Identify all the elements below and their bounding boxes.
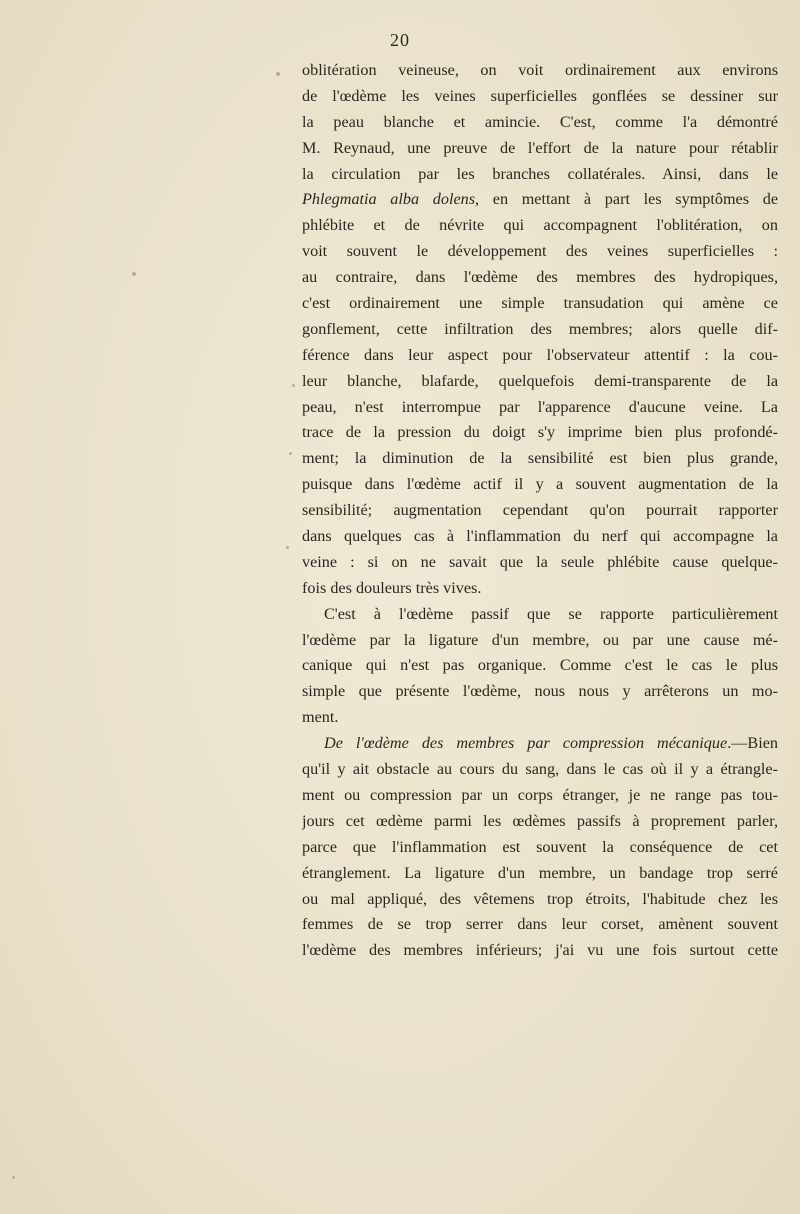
paper-speck [12, 1176, 15, 1179]
text-line: ou mal appliqué, des vêtemens trop étroits, l'habitude chez les [302, 889, 778, 908]
text-line: la circulation par les branches collatérales. Ainsi, dans le [302, 164, 778, 183]
text-line: veine : si on ne savait que la seule phlébite cause quelque- [302, 552, 778, 571]
text-line: puisque dans l'œdème actif il y a souvent augmentation de la [302, 475, 778, 494]
text-line: l'œdème des membres inférieurs; j'ai vu une fois surtout cette [302, 941, 778, 960]
text-line: parce que l'inflammation est souvent la conséquence de cet [302, 837, 778, 856]
text-line: c'est ordinairement une simple transudation qui amène ce [302, 294, 778, 313]
text-run: , en mettant à part les symptômes de [475, 190, 778, 209]
text-line: trace de la pression du doigt s'y imprime bien plus profondé- [302, 423, 778, 442]
text-line: la peau blanche et amincie. C'est, comme l'a démontré [302, 112, 778, 131]
paper-speck [276, 72, 280, 76]
text-line: fois des douleurs très vives. [302, 578, 482, 597]
text-line: peau, n'est interrompue par l'apparence d'aucune veine. La [302, 397, 778, 416]
text-line: étranglement. La ligature d'un membre, un bandage trop serré [302, 863, 778, 882]
text-line: voit souvent le développement des veines superficielles : [302, 242, 778, 261]
italic-run: De l'œdème des membres par compression mécanique [324, 734, 728, 753]
text-line: simple que présente l'œdème, nous nous y arrêterons un mo- [302, 682, 778, 701]
paper-speck [292, 384, 295, 387]
page-number: 20 [390, 30, 410, 50]
text-line [302, 187, 778, 213]
text-line: sensibilité; augmentation cependant qu'on pourrait rapporter [302, 501, 778, 520]
text-line: oblitération veineuse, on voit ordinairement aux environs [302, 61, 778, 79]
text-line: gonflement, cette infiltration des membres; alors quelle dif- [302, 319, 778, 338]
text-line: C'est à l'œdème passif que se rapporte particulièrement [324, 604, 778, 623]
text-line: ment; la diminution de la sensibilité est bien plus grande, [302, 449, 778, 468]
text-line: de l'œdème les veines superficielles gonflées se dessiner sur [302, 86, 778, 105]
paper-speck [289, 452, 292, 455]
text-line: qu'il y ait obstacle au cours du sang, dans le cas où il y a étrangle- [302, 760, 778, 779]
text-line: dans quelques cas à l'inflammation du nerf qui accompagne la [302, 527, 778, 546]
text-line: canique qui n'est pas organique. Comme c'est le cas le plus [302, 656, 778, 675]
paper-speck [286, 546, 289, 549]
italic-run: Phlegmatia alba dolens [302, 190, 476, 209]
text-line: M. Reynaud, une preuve de l'effort de la nature pour rétablir [302, 138, 778, 157]
text-line: leur blanche, blafarde, quelquefois demi-transparente de la [302, 371, 778, 390]
body-text [302, 58, 778, 964]
text-line: ment. [302, 708, 339, 727]
text-line: férence dans leur aspect pour l'observateur attentif : la cou- [302, 345, 778, 364]
text-line: jours cet œdème parmi les œdèmes passifs à proprement parler, [302, 811, 778, 830]
text-line: femmes de se trop serrer dans leur corset, amènent souvent [302, 915, 778, 934]
text-run: .—Bien [727, 734, 778, 753]
text-line: au contraire, dans l'œdème des membres des hydropiques, [302, 268, 778, 287]
paper-speck [132, 272, 136, 276]
text-line: l'œdème par la ligature d'un membre, ou par une cause mé- [302, 630, 778, 649]
text-line [302, 731, 778, 757]
text-line: phlébite et de névrite qui accompagnent l'oblitération, on [302, 216, 778, 235]
text-line: ment ou compression par un corps étranger, je ne range pas tou- [302, 785, 778, 804]
